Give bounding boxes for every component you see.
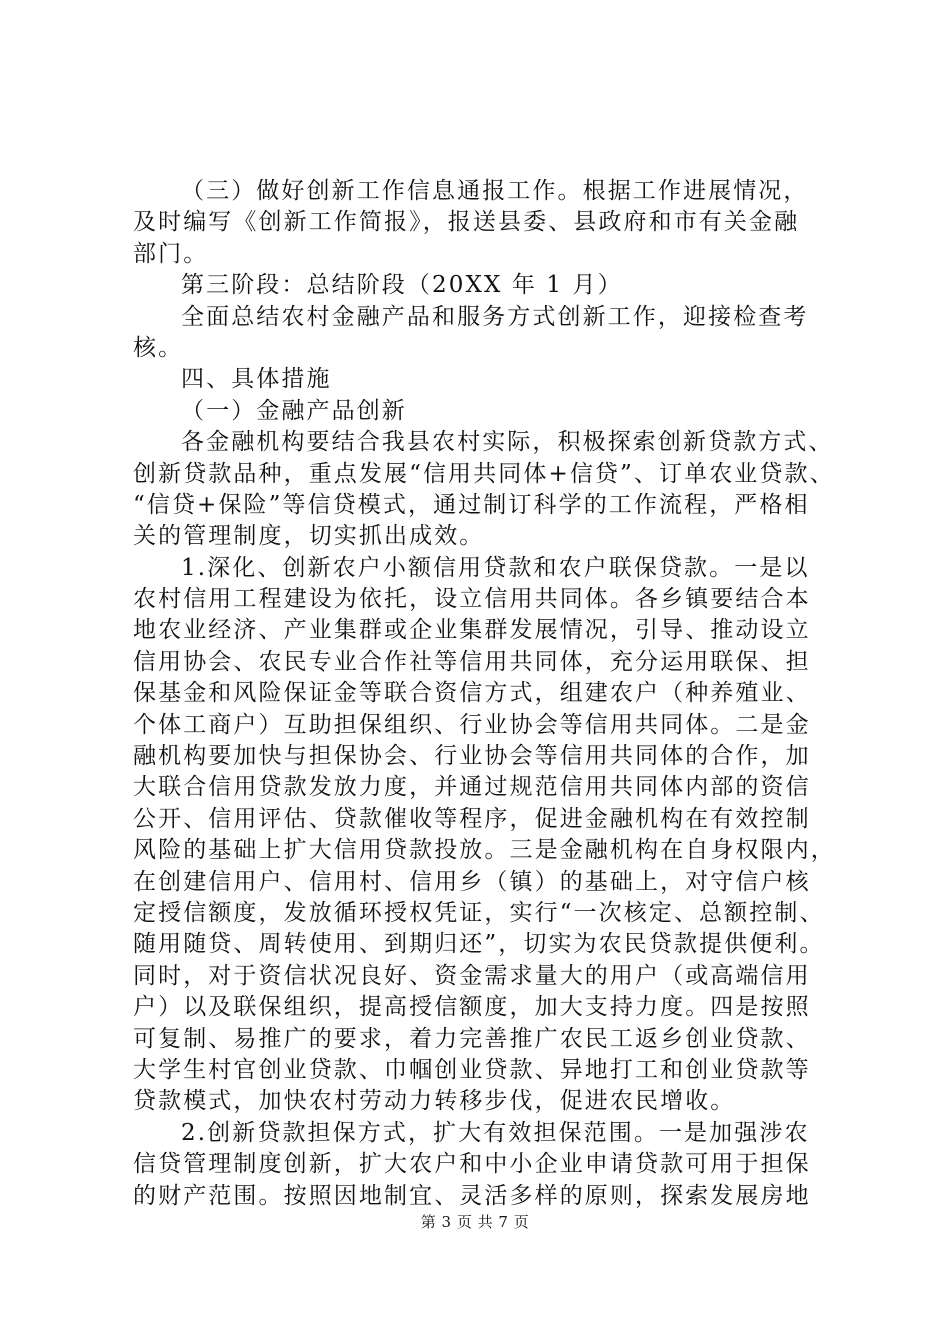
text-line: 部门。 — [133, 240, 209, 267]
text-line: 全面总结农村金融产品和服务方式创新工作，迎接检查考 — [181, 303, 809, 330]
text-line: “信贷+保险”等信贷模式，通过制订科学的工作流程，严格相 — [133, 491, 810, 518]
text-line: 2.创新贷款担保方式，扩大有效担保范围。一是加强涉农 — [181, 1119, 810, 1146]
text-line: 的财产范围。按照因地制宜、灵活多样的原则，探索发展房地 — [133, 1182, 811, 1209]
text-line: 同时，对于资信状况良好、资金需求量大的用户（或高端信用 — [133, 962, 811, 989]
text-line: 信用协会、农民专业合作社等信用共同体，充分运用联保、担 — [133, 648, 811, 675]
text-line: 风险的基础上扩大信用贷款投放。三是金融机构在自身权限内， — [133, 837, 836, 864]
text-line: 各金融机构要结合我县农村实际，积极探索创新贷款方式、 — [181, 429, 834, 456]
text-line: 四、具体措施 — [181, 366, 332, 393]
text-line: 第三阶段：总结阶段（20XX 年 1 月） — [181, 272, 623, 299]
text-line: 公开、信用评估、贷款催收等程序，促进金融机构在有效控制 — [133, 805, 811, 832]
text-line: 大联合信用贷款发放力度，并通过规范信用共同体内部的资信 — [133, 774, 811, 801]
text-line: 及时编写《创新工作简报》，报送县委、县政府和市有关金融 — [133, 209, 800, 236]
text-line: 贷款模式，加快农村劳动力转移步伐，促进农民增收。 — [133, 1088, 736, 1115]
text-line: 定授信额度，发放循环授权凭证，实行“一次核定、总额控制、 — [133, 899, 825, 926]
text-line: 创新贷款品种，重点发展“信用共同体+信贷”、订单农业贷款、 — [133, 460, 835, 487]
text-line: （三）做好创新工作信息通报工作。根据工作进展情况， — [181, 178, 809, 204]
text-line: 融机构要加快与担保协会、行业协会等信用共同体的合作，加 — [133, 743, 811, 770]
text-line: （一）金融产品创新 — [181, 397, 407, 424]
text-line: 随用随贷、周转使用、到期归还”，切实为农民贷款提供便利。 — [133, 931, 825, 958]
document-body — [133, 176, 836, 1212]
text-line: 信贷管理制度创新，扩大农户和中小企业申请贷款可用于担保 — [133, 1151, 811, 1178]
text-line: 核。 — [133, 334, 184, 361]
text-line: 在创建信用户、信用村、信用乡（镇）的基础上，对守信户核 — [133, 868, 811, 895]
text-line: 户）以及联保组织，提高授信额度，加大支持力度。四是按照 — [133, 994, 811, 1021]
text-line: 可复制、易推广的要求，着力完善推广农民工返乡创业贷款、 — [133, 1025, 811, 1052]
text-line: 1.深化、创新农户小额信用贷款和农户联保贷款。一是以 — [181, 554, 810, 581]
text-line: 地农业经济、产业集群或企业集群发展情况，引导、推动设立 — [133, 617, 811, 644]
text-line: 农村信用工程建设为依托，设立信用共同体。各乡镇要结合本 — [133, 586, 811, 613]
text-line: 关的管理制度，切实抓出成效。 — [133, 523, 485, 550]
text-line: 大学生村官创业贷款、巾帼创业贷款、异地打工和创业贷款等 — [133, 1056, 811, 1083]
page-footer: 第 3 页 共 7 页 — [420, 1213, 530, 1231]
text-line: 个体工商户）互助担保组织、行业协会等信用共同体。二是金 — [133, 711, 811, 738]
text-line: 保基金和风险保证金等联合资信方式，组建农户（种养殖业、 — [133, 680, 811, 707]
